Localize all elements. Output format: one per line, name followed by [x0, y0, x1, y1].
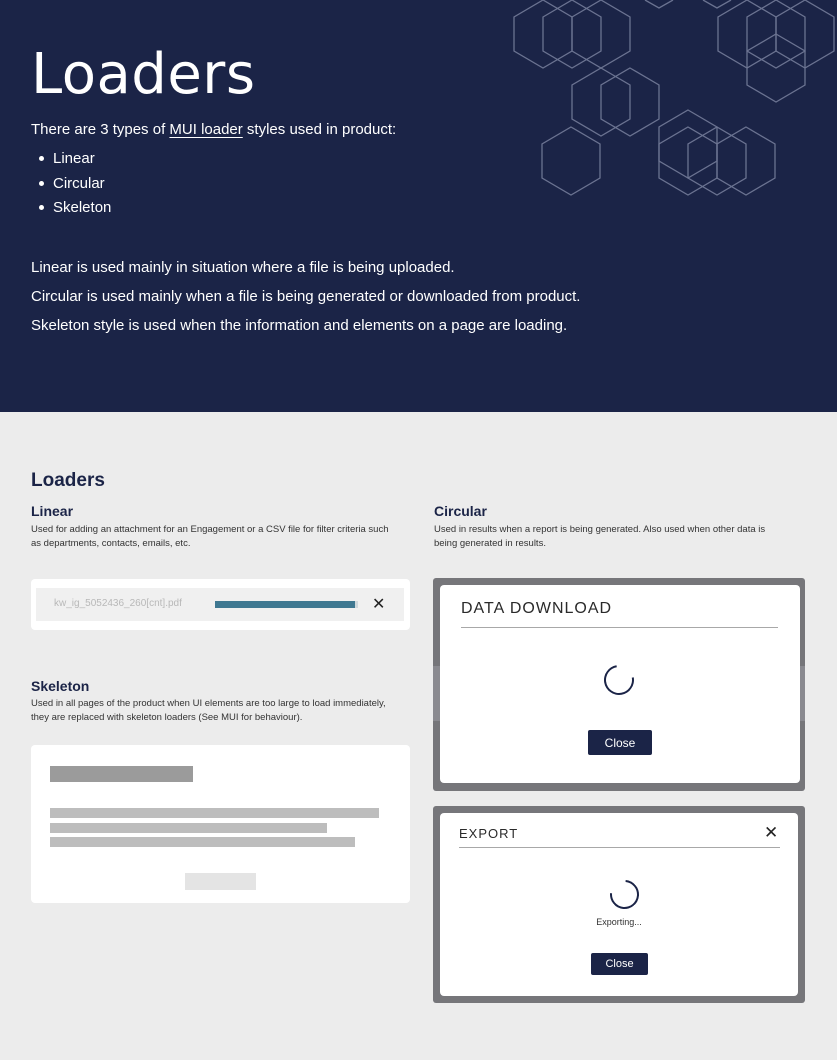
hexagon-pattern-icon — [500, 0, 837, 200]
export-modal — [440, 813, 798, 996]
spinner-icon — [604, 874, 645, 915]
section-title: Loaders — [31, 470, 105, 491]
data-download-modal — [440, 585, 800, 783]
skeleton-usage-text: Skeleton style is used when the information and elements on a page are loading. — [31, 317, 568, 334]
skeleton-description: Used in all pages of the product when UI elements are too large to load immediately, they are replaced with skeleton loaders (See MUI for behaviour). — [31, 698, 386, 723]
circular-title: Circular — [434, 503, 487, 519]
close-icon[interactable]: ✕ — [764, 823, 779, 842]
skeleton-button — [185, 873, 256, 890]
loader-types-list — [39, 150, 111, 224]
intro-text: There are 3 types of — [31, 121, 170, 138]
progress-fill — [215, 601, 355, 608]
hero-intro — [31, 121, 396, 138]
list-item: Circular — [39, 175, 111, 200]
spinner-icon — [598, 659, 640, 701]
linear-progress-bar — [215, 601, 358, 608]
close-button[interactable]: Close — [588, 730, 652, 755]
close-button[interactable]: Close — [591, 953, 648, 975]
upload-row — [36, 588, 404, 621]
export-overlay — [433, 806, 805, 1003]
modal-title: DATA DOWNLOAD — [461, 600, 613, 617]
list-item: Skeleton — [39, 199, 111, 224]
skeleton-line — [50, 837, 355, 847]
skeleton-line — [50, 823, 327, 833]
backdrop-peek — [433, 666, 440, 721]
circular-description: Used in results when a report is being generated. Also used when other data is being generated in results. — [434, 524, 766, 549]
export-status: Exporting... — [596, 917, 642, 927]
list-item: Linear — [39, 150, 111, 175]
linear-title: Linear — [31, 503, 74, 519]
linear-loader-card — [31, 579, 410, 630]
skeleton-heading — [50, 766, 193, 782]
modal-divider — [461, 627, 778, 628]
modal-divider — [459, 847, 780, 848]
mui-loader-link[interactable]: MUI loader — [169, 121, 243, 138]
linear-description: Used for adding an attachment for an Engagement or a CSV file for filter criteria such as departments, contacts, emails, etc. — [31, 524, 389, 549]
close-icon[interactable]: ✕ — [372, 596, 386, 613]
skeleton-line — [50, 808, 379, 818]
data-download-overlay — [433, 578, 805, 791]
modal-title: EXPORT — [459, 826, 519, 841]
linear-usage-text: Linear is used mainly in situation where a file is being uploaded. — [31, 259, 455, 276]
intro-suffix: styles used in product: — [242, 121, 397, 138]
hero-banner — [0, 0, 837, 412]
skeleton-loader-card — [31, 745, 410, 903]
page-title: Loaders — [31, 42, 256, 107]
circular-usage-text: Circular is used mainly when a file is being generated or downloaded from product. — [31, 288, 581, 305]
file-name: kw_ig_5052436_260[cnt].pdf — [54, 598, 182, 609]
skeleton-title: Skeleton — [31, 678, 90, 694]
